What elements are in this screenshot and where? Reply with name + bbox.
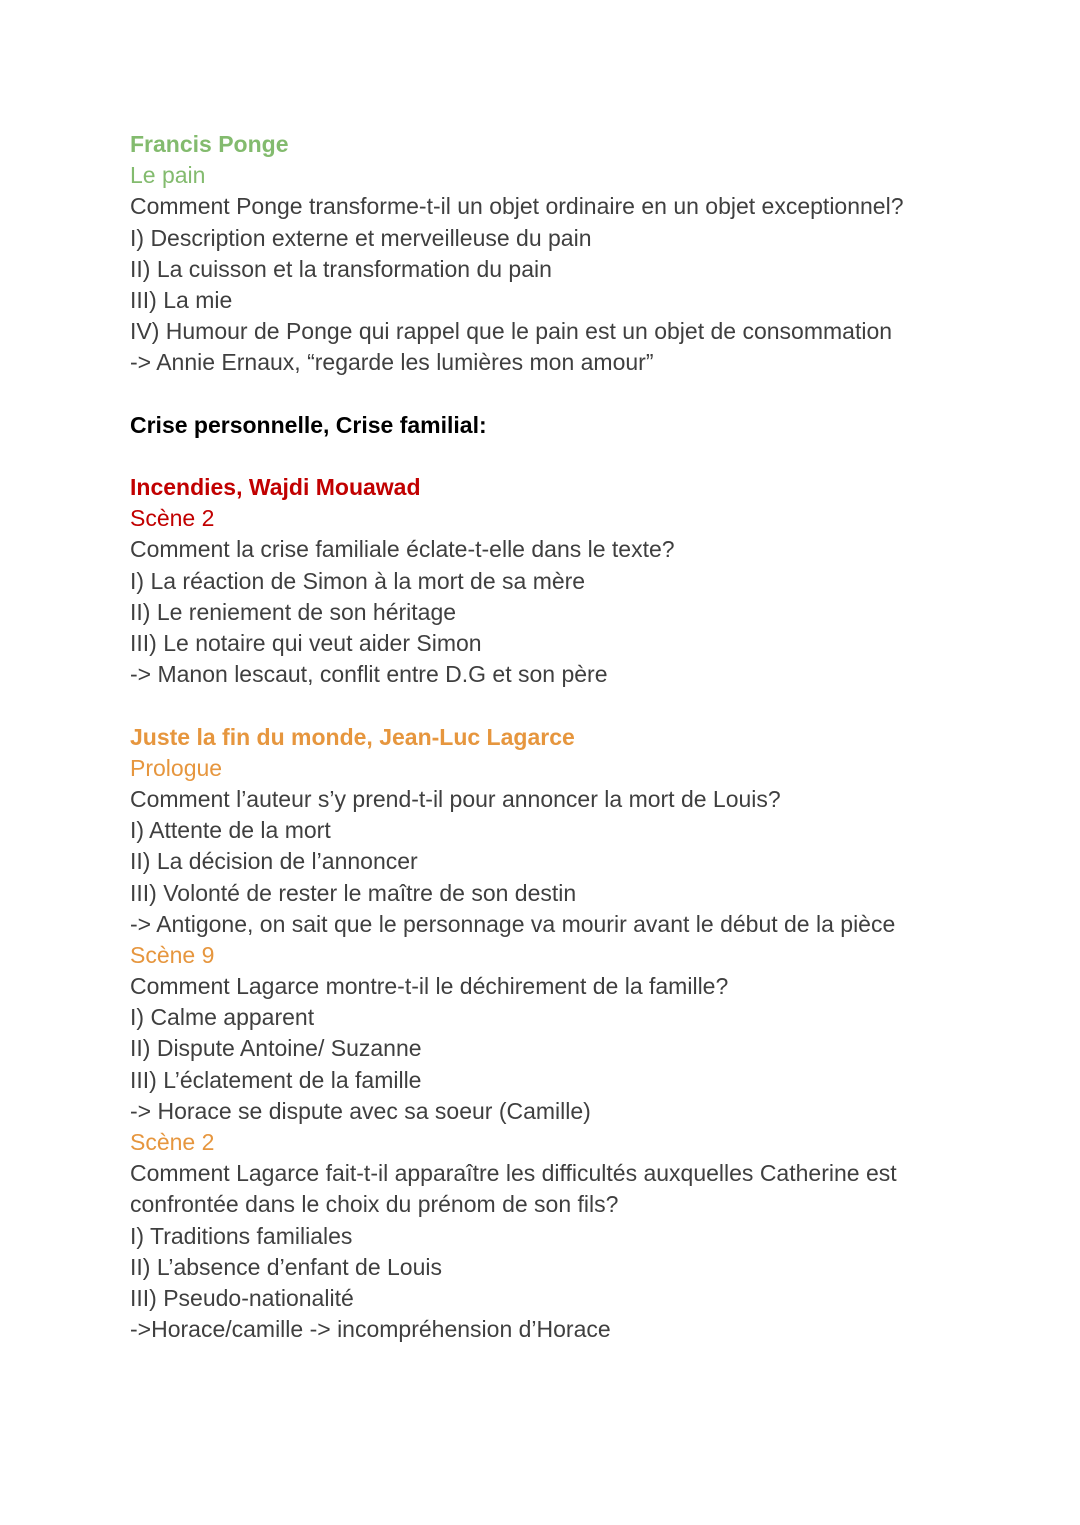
ponge-part: II) La cuisson et la transformation du pain — [130, 255, 552, 282]
ponge-part: III) La mie — [130, 286, 233, 313]
incendies-part: II) Le reniement de son héritage — [130, 598, 457, 625]
lagarce-scene2-label: Scène 2 — [130, 1129, 215, 1155]
lagarce-title: Juste la fin du monde, Jean-Luc Lagarce — [130, 723, 575, 750]
lagarce-prologue-label: Prologue — [130, 754, 223, 781]
section-title: Crise personnelle, Crise familial: — [130, 411, 487, 438]
lagarce-prologue-link: -> Antigone, on sait que le personnage va mourir avant le début de la pièce — [130, 910, 896, 937]
ponge-author: Francis Ponge — [130, 131, 289, 157]
lagarce-scene9-part: II) Dispute Antoine/ Suzanne — [130, 1035, 422, 1062]
lagarce-prologue-part: I) Attente de la mort — [130, 817, 331, 844]
incendies-scene: Scène 2 — [130, 505, 215, 532]
incendies-link: -> Manon lescaut, conflit entre D.G et son père — [130, 661, 608, 688]
lagarce-scene2-link: ->Horace/camille -> incompréhension d’Horace — [130, 1316, 611, 1343]
incendies-part: I) La réaction de Simon à la mort de sa mère — [130, 567, 586, 594]
spacer — [130, 379, 1030, 410]
lagarce-prologue-part: III) Volonté de rester le maître de son destin — [130, 879, 577, 906]
lagarce-scene9-part: III) L’éclatement de la famille — [130, 1066, 422, 1093]
incendies-part: III) Le notaire qui veut aider Simon — [130, 630, 482, 656]
lagarce-prologue-question: Comment l’auteur s’y prend-t-il pour annoncer la mort de Louis? — [130, 785, 781, 812]
ponge-link: -> Annie Ernaux, “regarde les lumières mon amour” — [130, 349, 654, 376]
lagarce-scene9-label: Scène 9 — [130, 941, 215, 968]
lagarce-scene9-question: Comment Lagarce montre-t-il le déchirement de la famille? — [130, 973, 729, 1000]
lagarce-scene9-link: -> Horace se dispute avec sa soeur (Camille) — [130, 1097, 591, 1124]
lagarce-scene2-question: Comment Lagarce fait-t-il apparaître les difficultés auxquelles Catherine est confrontée dans le choix du prénom de son fils? — [130, 1160, 897, 1218]
incendies-title: Incendies, Wajdi Mouawad — [130, 474, 421, 501]
spacer — [130, 690, 1030, 721]
spacer — [130, 441, 1030, 472]
lagarce-prologue-part: II) La décision de l’annoncer — [130, 848, 418, 875]
lagarce-scene2-part: I) Traditions familiales — [130, 1222, 353, 1249]
ponge-question: Comment Ponge transforme-t-il un objet ordinaire en un objet exceptionnel? — [130, 193, 904, 220]
lagarce-scene9-part: I) Calme apparent — [130, 1004, 315, 1031]
lagarce-scene2-part: III) Pseudo-nationalité — [130, 1284, 354, 1311]
document-page — [130, 129, 1030, 1345]
ponge-part: IV) Humour de Ponge qui rappel que le pain est un objet de consommation — [130, 318, 893, 345]
lagarce-scene2-part: II) L’absence d’enfant de Louis — [130, 1253, 443, 1280]
ponge-part: I) Description externe et merveilleuse du pain — [130, 224, 592, 251]
ponge-work: Le pain — [130, 162, 206, 189]
incendies-question: Comment la crise familiale éclate-t-elle dans le texte? — [130, 536, 675, 563]
